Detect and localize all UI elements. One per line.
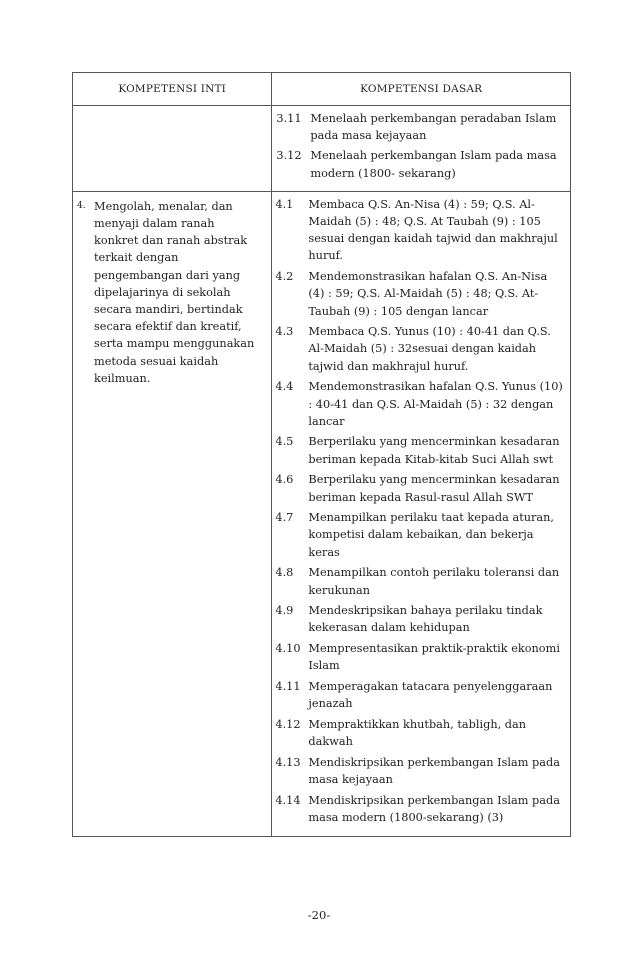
kd-number: 4.6 <box>275 473 294 487</box>
kd-list <box>272 106 570 191</box>
kd-item <box>272 268 570 320</box>
kd-text: Mendeskripsikan bahaya perilaku tindak kekerasan dalam kehidupan <box>308 604 543 635</box>
ki-number: 4. <box>77 200 86 211</box>
ki-item <box>73 192 271 387</box>
kd-item <box>272 754 570 788</box>
kd-item <box>272 196 570 265</box>
kd-number: 4.10 <box>275 642 301 656</box>
kd-number: 4.12 <box>275 718 301 731</box>
kd-text: Menampilkan contoh perilaku toleransi dan kerukunan <box>308 566 560 597</box>
kd-number: 4.4 <box>275 380 294 394</box>
kd-text: Membaca Q.S. An-Nisa (4) : 59; Q.S. Al-Maidah (5) : 48; Q.S. At Taubah (9) : 105 sesuai dengan kaidah tajwid dan makhrajul huruf. <box>308 197 558 263</box>
ki-cell <box>73 191 272 836</box>
kd-number: 4.13 <box>275 755 301 769</box>
kd-text: Memperagakan tatacara penyelenggaraan jenazah <box>308 680 553 711</box>
kd-item <box>272 564 570 598</box>
kd-item <box>272 792 570 826</box>
kd-text: Mempraktikkan khutbah, tabligh, dan dakwah <box>308 718 527 749</box>
kd-list <box>272 192 570 836</box>
kd-text: Menelaah perkembangan Islam pada masa modern (1800- sekarang) <box>310 149 557 180</box>
kd-number: 4.14 <box>275 793 301 807</box>
kd-number: 4.11 <box>275 680 301 694</box>
kd-number: 3.12 <box>276 149 302 163</box>
kd-number: 4.1 <box>275 197 294 211</box>
kd-text: Berperilaku yang mencerminkan kesadaran beriman kepada Rasul-rasul Allah SWT <box>308 473 560 504</box>
kd-text: Menampilkan perilaku taat kepada aturan, kompetisi dalam kebaikan, dan bekerja keras <box>308 511 555 559</box>
kd-number: 3.11 <box>276 112 302 125</box>
kd-cell <box>272 106 571 192</box>
kd-text: Menelaah perkembangan peradaban Islam pada masa kejayaan <box>310 112 557 143</box>
kd-item <box>272 471 570 505</box>
kd-number: 4.7 <box>275 511 294 525</box>
kd-number: 4.2 <box>275 270 294 284</box>
kd-text: Mendemonstrasikan hafalan Q.S. An-Nisa (4) : 59; Q.S. Al-Maidah (5) : 48; Q.S. At-Taubah (9) : 105 dengan lancar <box>308 270 548 318</box>
kompetensi-table <box>72 72 571 837</box>
kd-text: Membaca Q.S. Yunus (10) : 40-41 dan Q.S. Al-Maidah (5) : 32sesuai dengan kaidah tajwid dan makhrajul huruf. <box>308 325 551 373</box>
ki-cell-empty <box>73 106 272 192</box>
table-header-row <box>73 73 571 106</box>
kd-item <box>272 509 570 561</box>
kd-text: Mendemonstrasikan hafalan Q.S. Yunus (10) : 40-41 dan Q.S. Al-Maidah (5) : 32 dengan lancar <box>308 380 563 428</box>
kd-item <box>272 110 570 144</box>
kd-item <box>272 433 570 467</box>
header-kompetensi-inti: KOMPETENSI INTI <box>73 73 272 106</box>
kd-number: 4.9 <box>275 604 294 618</box>
kd-text: Mempresentasikan praktik-praktik ekonomi Islam <box>308 642 560 673</box>
kd-item <box>272 640 570 674</box>
kd-text: Mendiskripsikan perkembangan Islam pada masa kejayaan <box>308 755 560 787</box>
kd-item <box>272 602 570 636</box>
kd-item <box>272 323 570 375</box>
kd-item <box>272 716 570 750</box>
page-number: -20- <box>307 908 331 922</box>
kd-item <box>272 147 570 181</box>
kd-cell <box>272 191 571 836</box>
header-kompetensi-dasar: KOMPETENSI DASAR <box>272 73 571 106</box>
kd-number: 4.8 <box>275 566 294 580</box>
kd-item <box>272 378 570 430</box>
kd-number: 4.3 <box>275 325 294 339</box>
table-row <box>73 106 571 192</box>
kd-number: 4.5 <box>275 435 294 449</box>
table-row <box>73 191 571 836</box>
kd-text: Mendiskripsikan perkembangan Islam pada masa modern (1800-sekarang) (3) <box>308 793 560 825</box>
kd-item <box>272 678 570 712</box>
ki-text: Mengolah, menalar, dan menyaji dalam ranah konkret dan ranah abstrak terkait dengan pengembangan dari yang dipelajarinya di sekolah secara mandiri, bertindak secara efektif dan kreatif, serta mampu menggunakan metoda sesuai kaidah keilmuan. <box>94 199 255 385</box>
kd-text: Berperilaku yang mencerminkan kesadaran beriman kepada Kitab-kitab Suci Allah swt <box>308 435 560 466</box>
